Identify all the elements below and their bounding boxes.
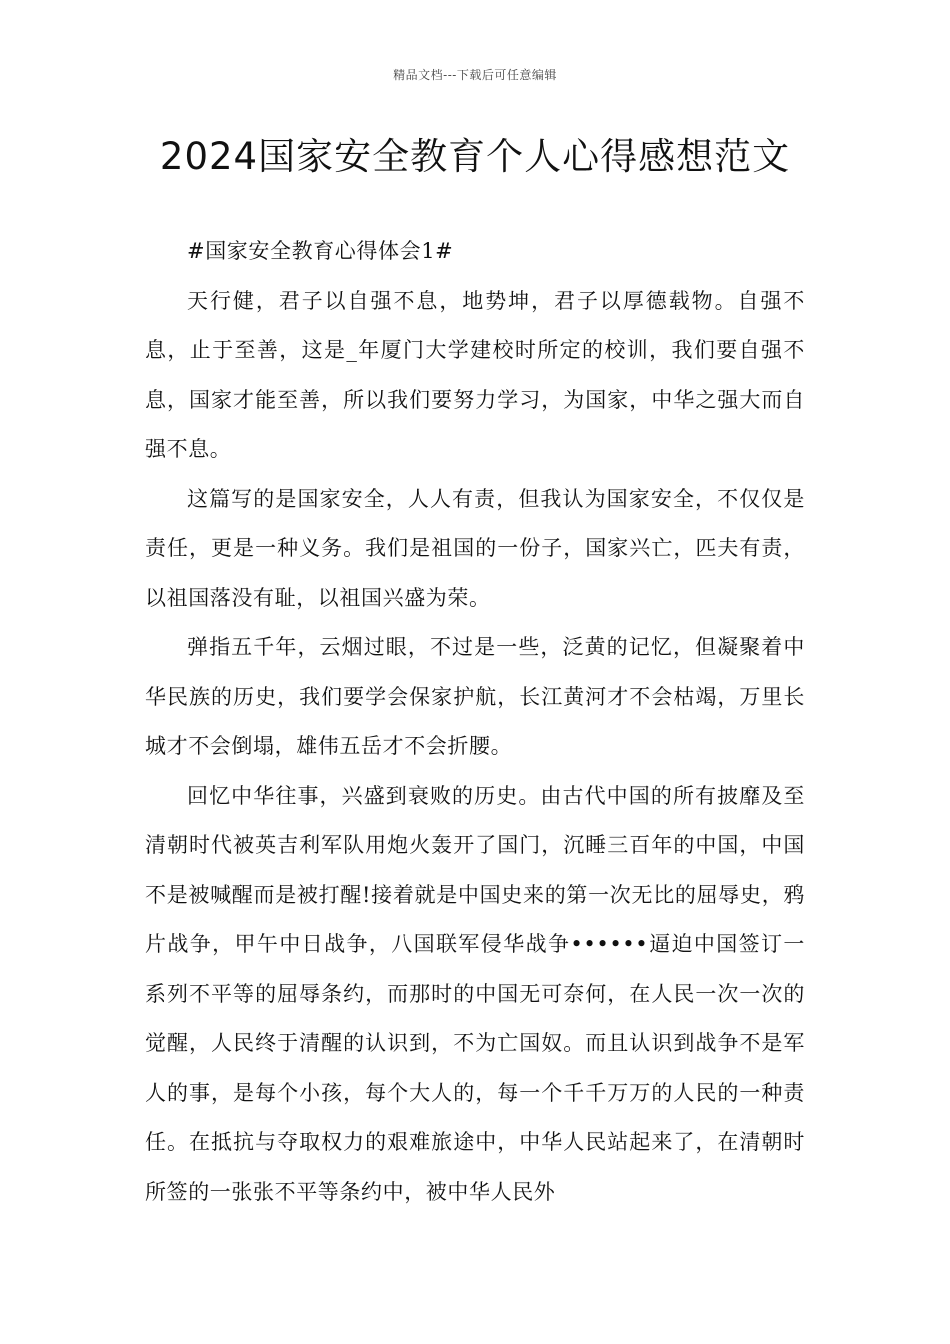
body-paragraph: 弹指五千年，云烟过眼，不过是一些，泛黄的记忆，但凝聚着中华民族的历史，我们要学会保家护航，长江黄河才不会枯竭，万里长城才不会倒塌，雄伟五岳才不会折腰。	[145, 635, 805, 758]
body-paragraph: 天行健，君子以自强不息，地势坤，君子以厚德载物。自强不息，止于至善，这是_年厦门大学建校时所定的校训，我们要自强不息，国家才能至善，所以我们要努力学习，为国家，中华之强大而自强不息。	[145, 288, 805, 461]
document-body	[145, 227, 805, 1217]
body-paragraph: 这篇写的是国家安全，人人有责，但我认为国家安全，不仅仅是责任，更是一种义务。我们是祖国的一份子，国家兴亡，匹夫有责，以祖国落没有耻，以祖国兴盛为荣。	[145, 486, 805, 610]
body-paragraph: 回忆中华往事，兴盛到衰败的历史。由古代中国的所有披靡及至清朝时代被英吉利军队用炮火轰开了国门，沉睡三百年的中国，中国不是被喊醒而是被打醒!接着就是中国史来的第一次无比的屈辱史，鸦片战争，甲午中日战争，八国联军侵华战争••••••逼迫中国签订一系列不平等的屈辱条约，而那时的中国无可奈何，在人民一次一次的觉醒，人民终于清醒的认识到，不为亡国奴。而且认识到战争不是军人的事，是每个小孩，每个大人的，每一个千千万万的人民的一种责任。在抵抗与夺取权力的艰难旅途中，中华人民站起来了，在清朝时所签的一张张不平等条约中，被中华人民外	[145, 783, 805, 1204]
page-header-note: 精品文档---下载后可任意编辑	[393, 68, 557, 82]
document-title: 2024国家安全教育个人心得感想范文	[159, 135, 791, 178]
section-heading: #国家安全教育心得体会1#	[187, 239, 454, 263]
